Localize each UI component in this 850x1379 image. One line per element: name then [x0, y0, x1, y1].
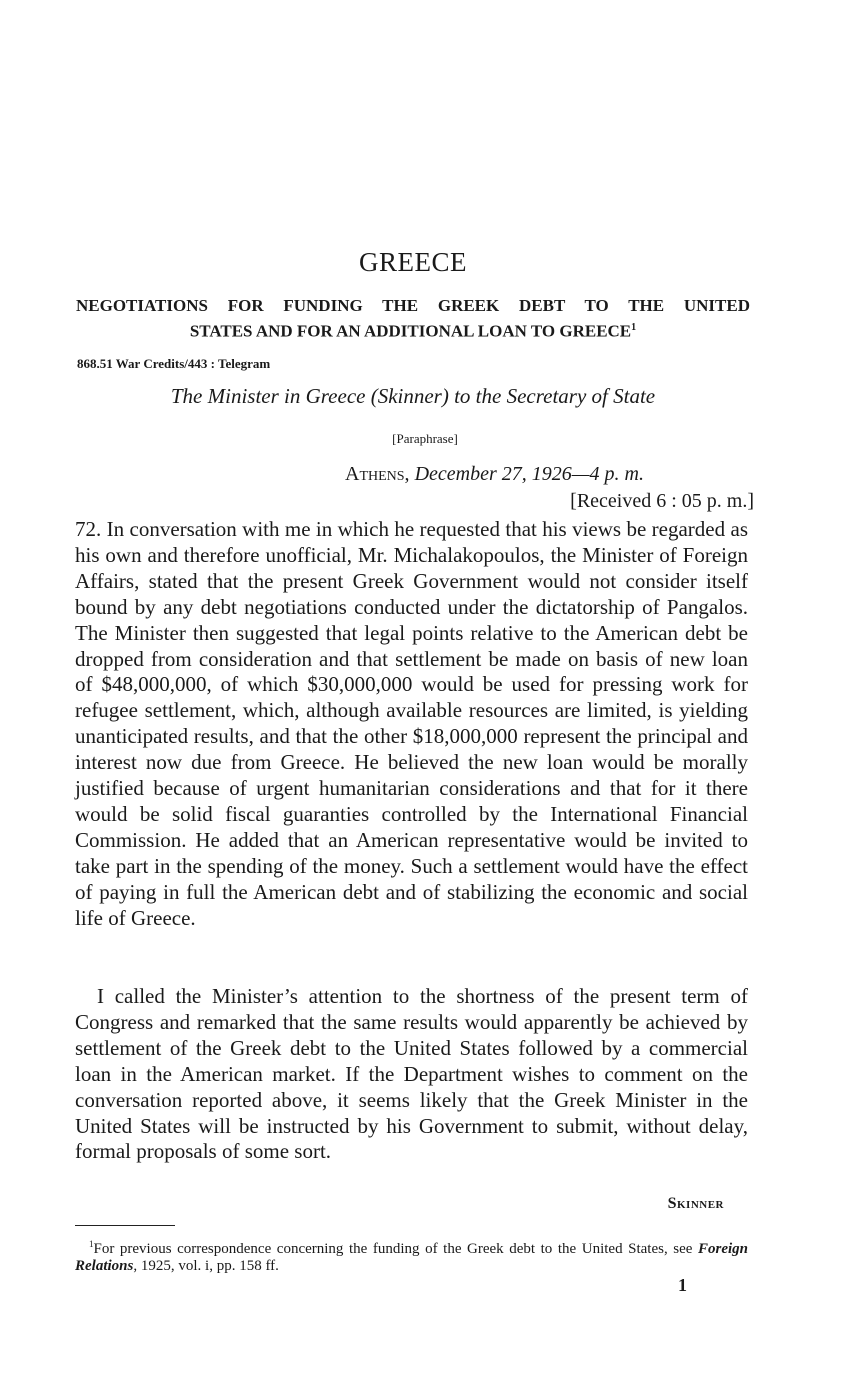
dateline: [345, 463, 644, 486]
footnote-text-before: For previous correspondence concerning the funding of the Greek debt to the United States, see: [93, 1241, 698, 1257]
section-heading-line-1: NEGOTIATIONS FOR FUNDING THE GREEK DEBT TO THE UNITED: [76, 296, 750, 315]
footnote-text-after: , 1925, vol. i, pp. 158 ff.: [133, 1258, 279, 1274]
file-reference: 868.51 War Credits/443 : Telegram: [77, 356, 271, 371]
address-line: The Minister in Greece (Skinner) to the Secretary of State: [170, 384, 656, 408]
page-number: 1: [678, 1275, 687, 1295]
signature: Skinner: [667, 1195, 724, 1212]
heading-footnote-marker[interactable]: 1: [631, 322, 637, 333]
footnote-divider: [75, 1225, 175, 1226]
section-heading-line-2-text: STATES AND FOR AN ADDITIONAL LOAN TO GREECE: [189, 321, 632, 341]
section-heading-line-2: [76, 317, 750, 343]
footnote-marker: 1: [89, 1239, 94, 1249]
dateline-date: December 27, 1926—4 p. m.: [414, 463, 644, 485]
received-time: [Received 6 : 05 p. m.]: [570, 490, 754, 512]
country-title: GREECE: [359, 247, 467, 277]
footnote: [75, 1236, 748, 1275]
footnote-citation-title: Foreign Relations: [75, 1241, 748, 1274]
body-paragraph-1: 72. In conversation with me in which he requested that his views be regarded as his own and therefore unofficial, Mr. Michalakopoulos, the Minister of Foreign Affairs, stated that the present Greek Government would not consider itself bound by any debt negotiations conducted under the dictatorship of Pangalos. The Minister then suggested that legal points relative to the American debt be dropped from consideration and that settlement be made on basis of new loan of $48,000,000, of which $30,000,000 would be used for pressing work for refugee settlement, which, although available resources are limited, is yielding unanticipated results, and that the other $18,000,000 represent the principal and interest now due from Greece. He believed the new loan would be morally justified because of urgent humanitarian considerations and that for it there would be solid fiscal guaranties controlled by the International Financial Commission. He added that an American representative would be invited to take part in the spending of the money. Such a settlement would have the effect of paying in full the American debt and of stabilizing the economic and social life of Greece.: [75, 517, 748, 930]
section-heading: [76, 295, 750, 343]
body-paragraph-2: I called the Minister’s attention to the shortness of the present term of Congress and remarked that the same results would apparently be achieved by settlement of the Greek debt to the United States followed by a commercial loan in the American market. If the Department wishes to comment on the conversation reported above, it seems likely that the Greek Minister in the United States will be instructed by his Government to submit, without delay, formal proposals of some sort.: [75, 984, 748, 1164]
dateline-city: Athens,: [345, 463, 410, 485]
paraphrase-label: [Paraphrase]: [392, 431, 458, 446]
